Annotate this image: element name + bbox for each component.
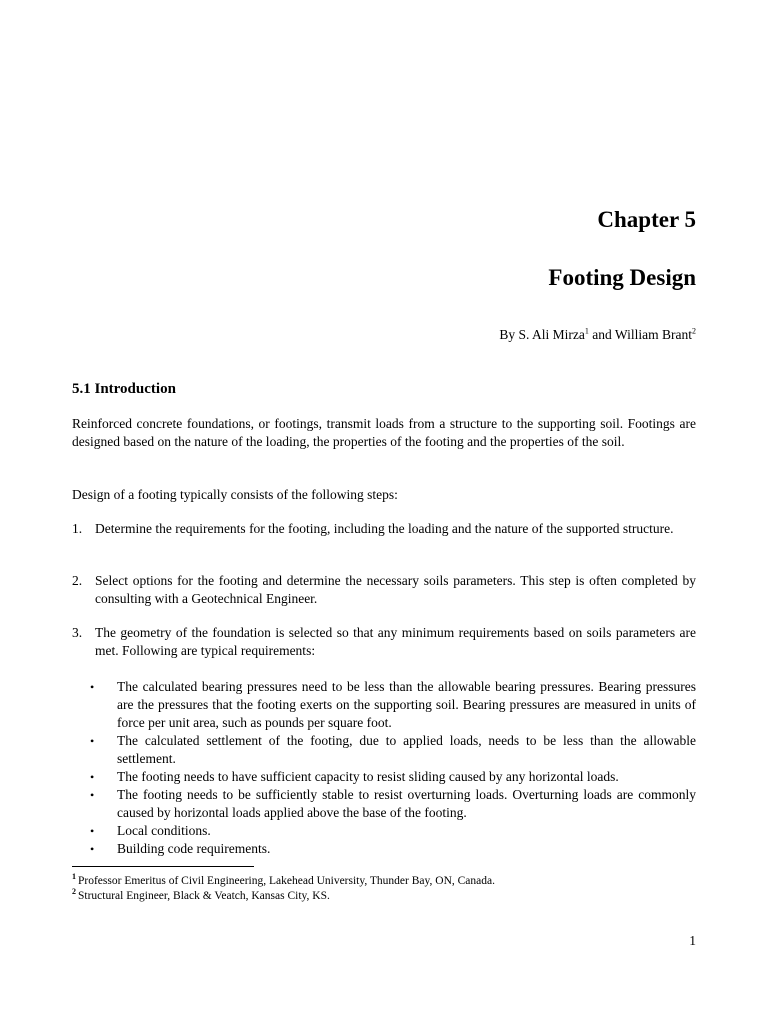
bullet-icon: • bbox=[90, 788, 95, 802]
byline bbox=[499, 326, 696, 344]
footnote-divider bbox=[72, 866, 254, 867]
section-heading: 5.1 Introduction bbox=[72, 381, 176, 397]
list-item-text: Building code requirements. bbox=[117, 841, 271, 856]
list-item bbox=[90, 822, 696, 840]
steps-intro-paragraph: Design of a footing typically consists of the following steps: bbox=[72, 487, 398, 502]
step-number: 2. bbox=[72, 573, 83, 588]
step-number: 3. bbox=[72, 625, 83, 640]
list-item-text: Local conditions. bbox=[117, 823, 211, 838]
bullet-icon: • bbox=[90, 824, 95, 838]
bullet-icon: • bbox=[90, 842, 95, 856]
footnote-ref-2: 2 bbox=[692, 326, 696, 336]
chapter-title: Footing Design bbox=[548, 265, 696, 290]
step-number: 1. bbox=[72, 521, 83, 536]
list-item-text: The footing needs to have sufficient capacity to resist sliding caused by any horizontal loads. bbox=[117, 769, 619, 784]
intro-paragraph: Reinforced concrete foundations, or footings, transmit loads from a structure to the supporting soil. Footings are designed based on the nature of the loading, the properties of the footing and the properties of the soil. bbox=[72, 416, 696, 449]
list-item bbox=[90, 768, 696, 786]
bullet-icon: • bbox=[90, 770, 95, 784]
chapter-label: Chapter 5 bbox=[597, 207, 696, 232]
footnote-text: Professor Emeritus of Civil Engineering, Lakehead University, Thunder Bay, ON, Canada. bbox=[78, 875, 495, 887]
footnote-ref-1: 1 bbox=[584, 326, 589, 336]
page-number: 1 bbox=[689, 933, 696, 948]
step-text: Select options for the footing and determine the necessary soils parameters. This step is often completed by consulting with a Geotechnical Engineer. bbox=[95, 573, 696, 606]
step-item bbox=[72, 624, 696, 660]
list-item-text: The calculated bearing pressures need to be less than the allowable bearing pressures. Bearing pressures are the pressures that the footing exerts on the supporting soil. Bearing pressures are measured in units of force per unit area, such as pounds per square foot. bbox=[117, 679, 696, 730]
step-text: The geometry of the foundation is selected so that any minimum requirements based on soils parameters are met. Following are typical requirements: bbox=[95, 625, 696, 658]
list-item bbox=[90, 786, 696, 822]
list-item bbox=[90, 678, 696, 732]
requirements-list bbox=[90, 678, 696, 858]
step-item bbox=[72, 520, 696, 538]
footnote bbox=[72, 874, 692, 889]
list-item-text: The footing needs to be sufficiently stable to resist overturning loads. Overturning loads are commonly caused by horizontal loads applied above the base of the footing. bbox=[117, 787, 696, 820]
byline-connector: and William Brant bbox=[588, 327, 692, 342]
list-item bbox=[90, 840, 696, 858]
byline-prefix: By S. Ali Mirza bbox=[499, 327, 585, 342]
footnote-text: Structural Engineer, Black & Veatch, Kansas City, KS. bbox=[78, 890, 330, 902]
step-text: Determine the requirements for the footing, including the loading and the nature of the supported structure. bbox=[95, 521, 674, 536]
bullet-icon: • bbox=[90, 680, 95, 694]
footnote-mark: 2 bbox=[72, 887, 76, 897]
footnote bbox=[72, 889, 692, 904]
list-item bbox=[90, 732, 696, 768]
step-item bbox=[72, 572, 696, 608]
footnote-mark: 1 bbox=[72, 872, 76, 882]
list-item-text: The calculated settlement of the footing, due to applied loads, needs to be less than the allowable settlement. bbox=[117, 733, 696, 766]
bullet-icon: • bbox=[90, 734, 95, 748]
